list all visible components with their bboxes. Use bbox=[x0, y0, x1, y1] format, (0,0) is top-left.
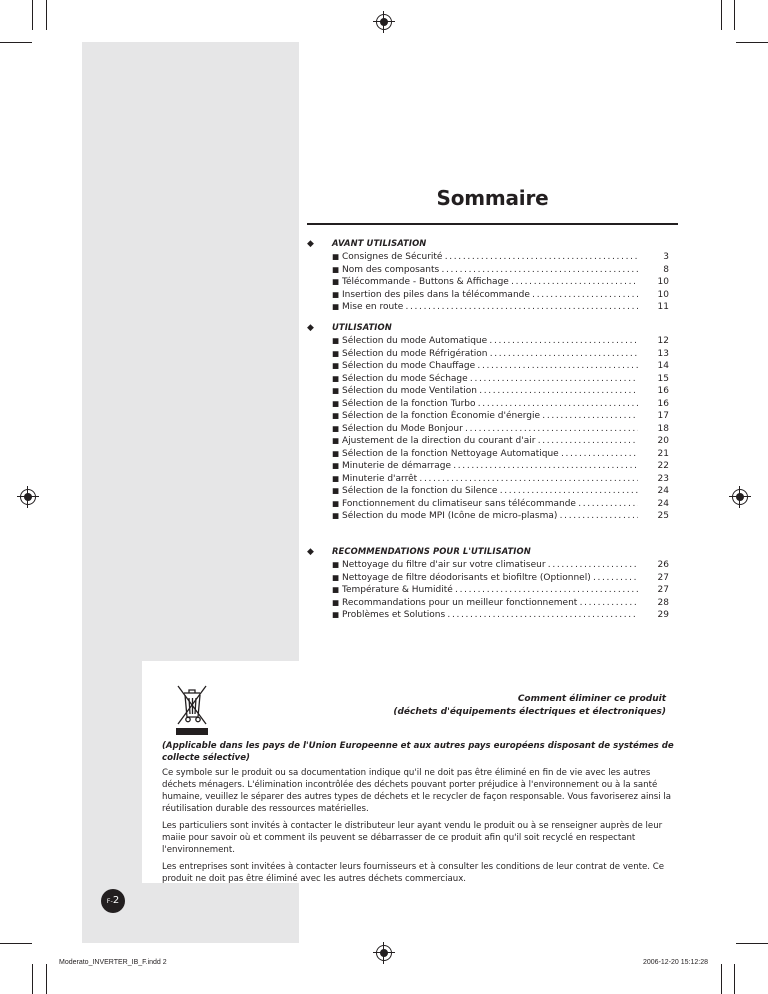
toc-item[interactable]: ■ Sélection du mode Chauffage . . . 14 bbox=[307, 360, 638, 373]
square-bullet-icon: ■ bbox=[332, 264, 340, 274]
toc-section-utilisation bbox=[307, 322, 669, 523]
square-bullet-icon: ■ bbox=[332, 252, 340, 261]
registration-mark-icon bbox=[20, 489, 36, 505]
section-heading: AVANT UTILISATION bbox=[332, 238, 427, 248]
square-bullet-icon: ■ bbox=[332, 572, 340, 582]
toc-item[interactable]: ■ Sélection du Mode Bonjour . . . 18 bbox=[307, 423, 638, 436]
square-bullet-icon: ■ bbox=[332, 585, 340, 594]
square-bullet-icon: ■ bbox=[332, 386, 340, 395]
notice-paragraph: Les entreprises sont invitées à contacter leurs fournisseurs et à consulter les conditions de leur contrat de vente. Ce produit ne doit pas être éliminé avec les autres déchets commerciaux. bbox=[162, 861, 665, 884]
toc-item[interactable]: ■ Insertion des piles dans la télécommande . . . 10 bbox=[307, 289, 638, 302]
square-bullet-icon: ■ bbox=[332, 597, 340, 607]
crossed-out-wheeled-bin-icon bbox=[174, 684, 210, 736]
square-bullet-icon: ■ bbox=[332, 436, 340, 445]
toc-item[interactable]: ■ Sélection du mode Séchage . . . 15 bbox=[307, 373, 638, 386]
square-bullet-icon: ■ bbox=[332, 423, 340, 433]
square-bullet-icon: ■ bbox=[332, 411, 340, 420]
square-bullet-icon: ■ bbox=[332, 398, 340, 408]
footer-filename: Moderato_INVERTER_IB_F.indd 2 bbox=[59, 959, 167, 966]
toc-section-avant-utilisation bbox=[307, 238, 669, 314]
square-bullet-icon: ■ bbox=[332, 461, 340, 470]
diamond-bullet-icon: ◆ bbox=[307, 323, 314, 333]
square-bullet-icon: ■ bbox=[332, 361, 340, 370]
toc-item[interactable]: ■ Consignes de Sécurité . . . 3 bbox=[307, 251, 638, 264]
toc-item[interactable]: ■ Ajustement de la direction du courant d'air . . . 20 bbox=[307, 435, 638, 448]
diamond-bullet-icon: ◆ bbox=[307, 239, 314, 249]
toc-item[interactable]: ■ Minuterie d'arrêt . . . 23 bbox=[307, 473, 638, 486]
registration-mark-icon bbox=[376, 14, 392, 30]
square-bullet-icon: ■ bbox=[332, 348, 340, 358]
square-bullet-icon: ■ bbox=[332, 486, 340, 495]
toc-item[interactable]: ■ Sélection de la fonction Économie d'énergie . . . 17 bbox=[307, 410, 638, 423]
page-title: Sommaire bbox=[436, 186, 549, 210]
notice-title: Comment éliminer ce produit (déchets d'équipements électriques et électroniques) bbox=[393, 694, 666, 717]
toc-item[interactable]: ■ Minuterie de démarrage . . . 22 bbox=[307, 460, 638, 473]
notice-paragraph: Les particuliers sont invités à contacter le distributeur leur ayant vendu le produit ou à se renseigner auprès de leur maiie pour savoir où et comment ils peuvent se débarrasser de ce produit afin qu'il soit recyclé en respectant l'environnement. bbox=[162, 820, 663, 856]
notice-text bbox=[162, 740, 677, 889]
square-bullet-icon: ■ bbox=[332, 560, 340, 569]
toc-item[interactable]: ■ Sélection de la fonction Nettoyage Automatique . . . 21 bbox=[307, 448, 638, 461]
footer-timestamp: 2006-12-20 15:12:28 bbox=[643, 959, 708, 966]
square-bullet-icon: ■ bbox=[332, 498, 340, 508]
square-bullet-icon: ■ bbox=[332, 448, 340, 458]
toc-item[interactable]: ■ Sélection du mode Réfrigération . . . 13 bbox=[307, 348, 638, 361]
toc-item[interactable]: ■ Sélection de la fonction du Silence . . . 24 bbox=[307, 485, 638, 498]
notice-applicable: (Applicable dans les pays de l'Union Europeenne et aux autres pays européens disposant de systémes de collecte sélective) bbox=[162, 741, 674, 764]
toc-section-recommendations bbox=[307, 546, 669, 622]
toc-item[interactable]: ■ Nom des composants . . . 8 bbox=[307, 264, 638, 277]
square-bullet-icon: ■ bbox=[332, 473, 340, 483]
square-bullet-icon: ■ bbox=[332, 511, 340, 520]
diamond-bullet-icon: ◆ bbox=[307, 547, 314, 557]
toc-item[interactable]: ■ Température & Humidité . . . 27 bbox=[307, 584, 638, 597]
toc-item[interactable]: ■ Sélection du mode MPI (Icône de micro-plasma) . . . 25 bbox=[307, 510, 638, 523]
page-number-badge: F-2 bbox=[101, 889, 125, 913]
toc-item[interactable]: ■ Recommandations pour un meilleur fonctionnement . . . 28 bbox=[307, 597, 638, 610]
square-bullet-icon: ■ bbox=[332, 336, 340, 345]
title-rule bbox=[307, 223, 678, 225]
toc-item[interactable]: ■ Télécommande - Buttons & Affichage . . . 10 bbox=[307, 276, 638, 289]
registration-mark-icon bbox=[732, 489, 748, 505]
toc-item[interactable]: ■ Sélection du mode Automatique . . . 12 bbox=[307, 335, 638, 348]
notice-paragraph: Ce symbole sur le produit ou sa documentation indique qu'il ne doit pas être éliminé en fin de vie avec les autres déchets ménagers. L'élimination incontrôlée des déchets pouvant porter préjudice à l'environnement ou à la santé humaine, veuillez le séparer des autres types de déchets et le recycler de façon responsable. Vous favoriserez ainsi la réutilisation durable des ressources matérielles. bbox=[162, 767, 672, 815]
toc-item[interactable]: ■ Fonctionnement du climatiseur sans télécommande . . . 24 bbox=[307, 498, 638, 511]
square-bullet-icon: ■ bbox=[332, 277, 340, 286]
toc-item[interactable]: ■ Sélection du mode Ventilation . . . 16 bbox=[307, 385, 638, 398]
toc-item[interactable]: ■ Nettoyage du filtre d'air sur votre climatiseur . . . 26 bbox=[307, 559, 638, 572]
toc-item[interactable]: ■ Nettoyage de filtre déodorisants et biofiltre (Optionnel) . . . 27 bbox=[307, 572, 638, 585]
toc-item[interactable]: ■ Problèmes et Solutions . . . 29 bbox=[307, 609, 638, 622]
square-bullet-icon: ■ bbox=[332, 302, 340, 311]
square-bullet-icon: ■ bbox=[332, 373, 340, 383]
registration-mark-icon bbox=[376, 945, 392, 961]
square-bullet-icon: ■ bbox=[332, 610, 340, 619]
section-heading: RECOMMENDATIONS POUR L'UTILISATION bbox=[332, 546, 531, 556]
square-bullet-icon: ■ bbox=[332, 289, 340, 299]
toc-item[interactable]: ■ Sélection de la fonction Turbo . . . 16 bbox=[307, 398, 638, 411]
section-heading: UTILISATION bbox=[332, 322, 392, 332]
toc-item[interactable]: ■ Mise en route . . . 11 bbox=[307, 301, 638, 314]
